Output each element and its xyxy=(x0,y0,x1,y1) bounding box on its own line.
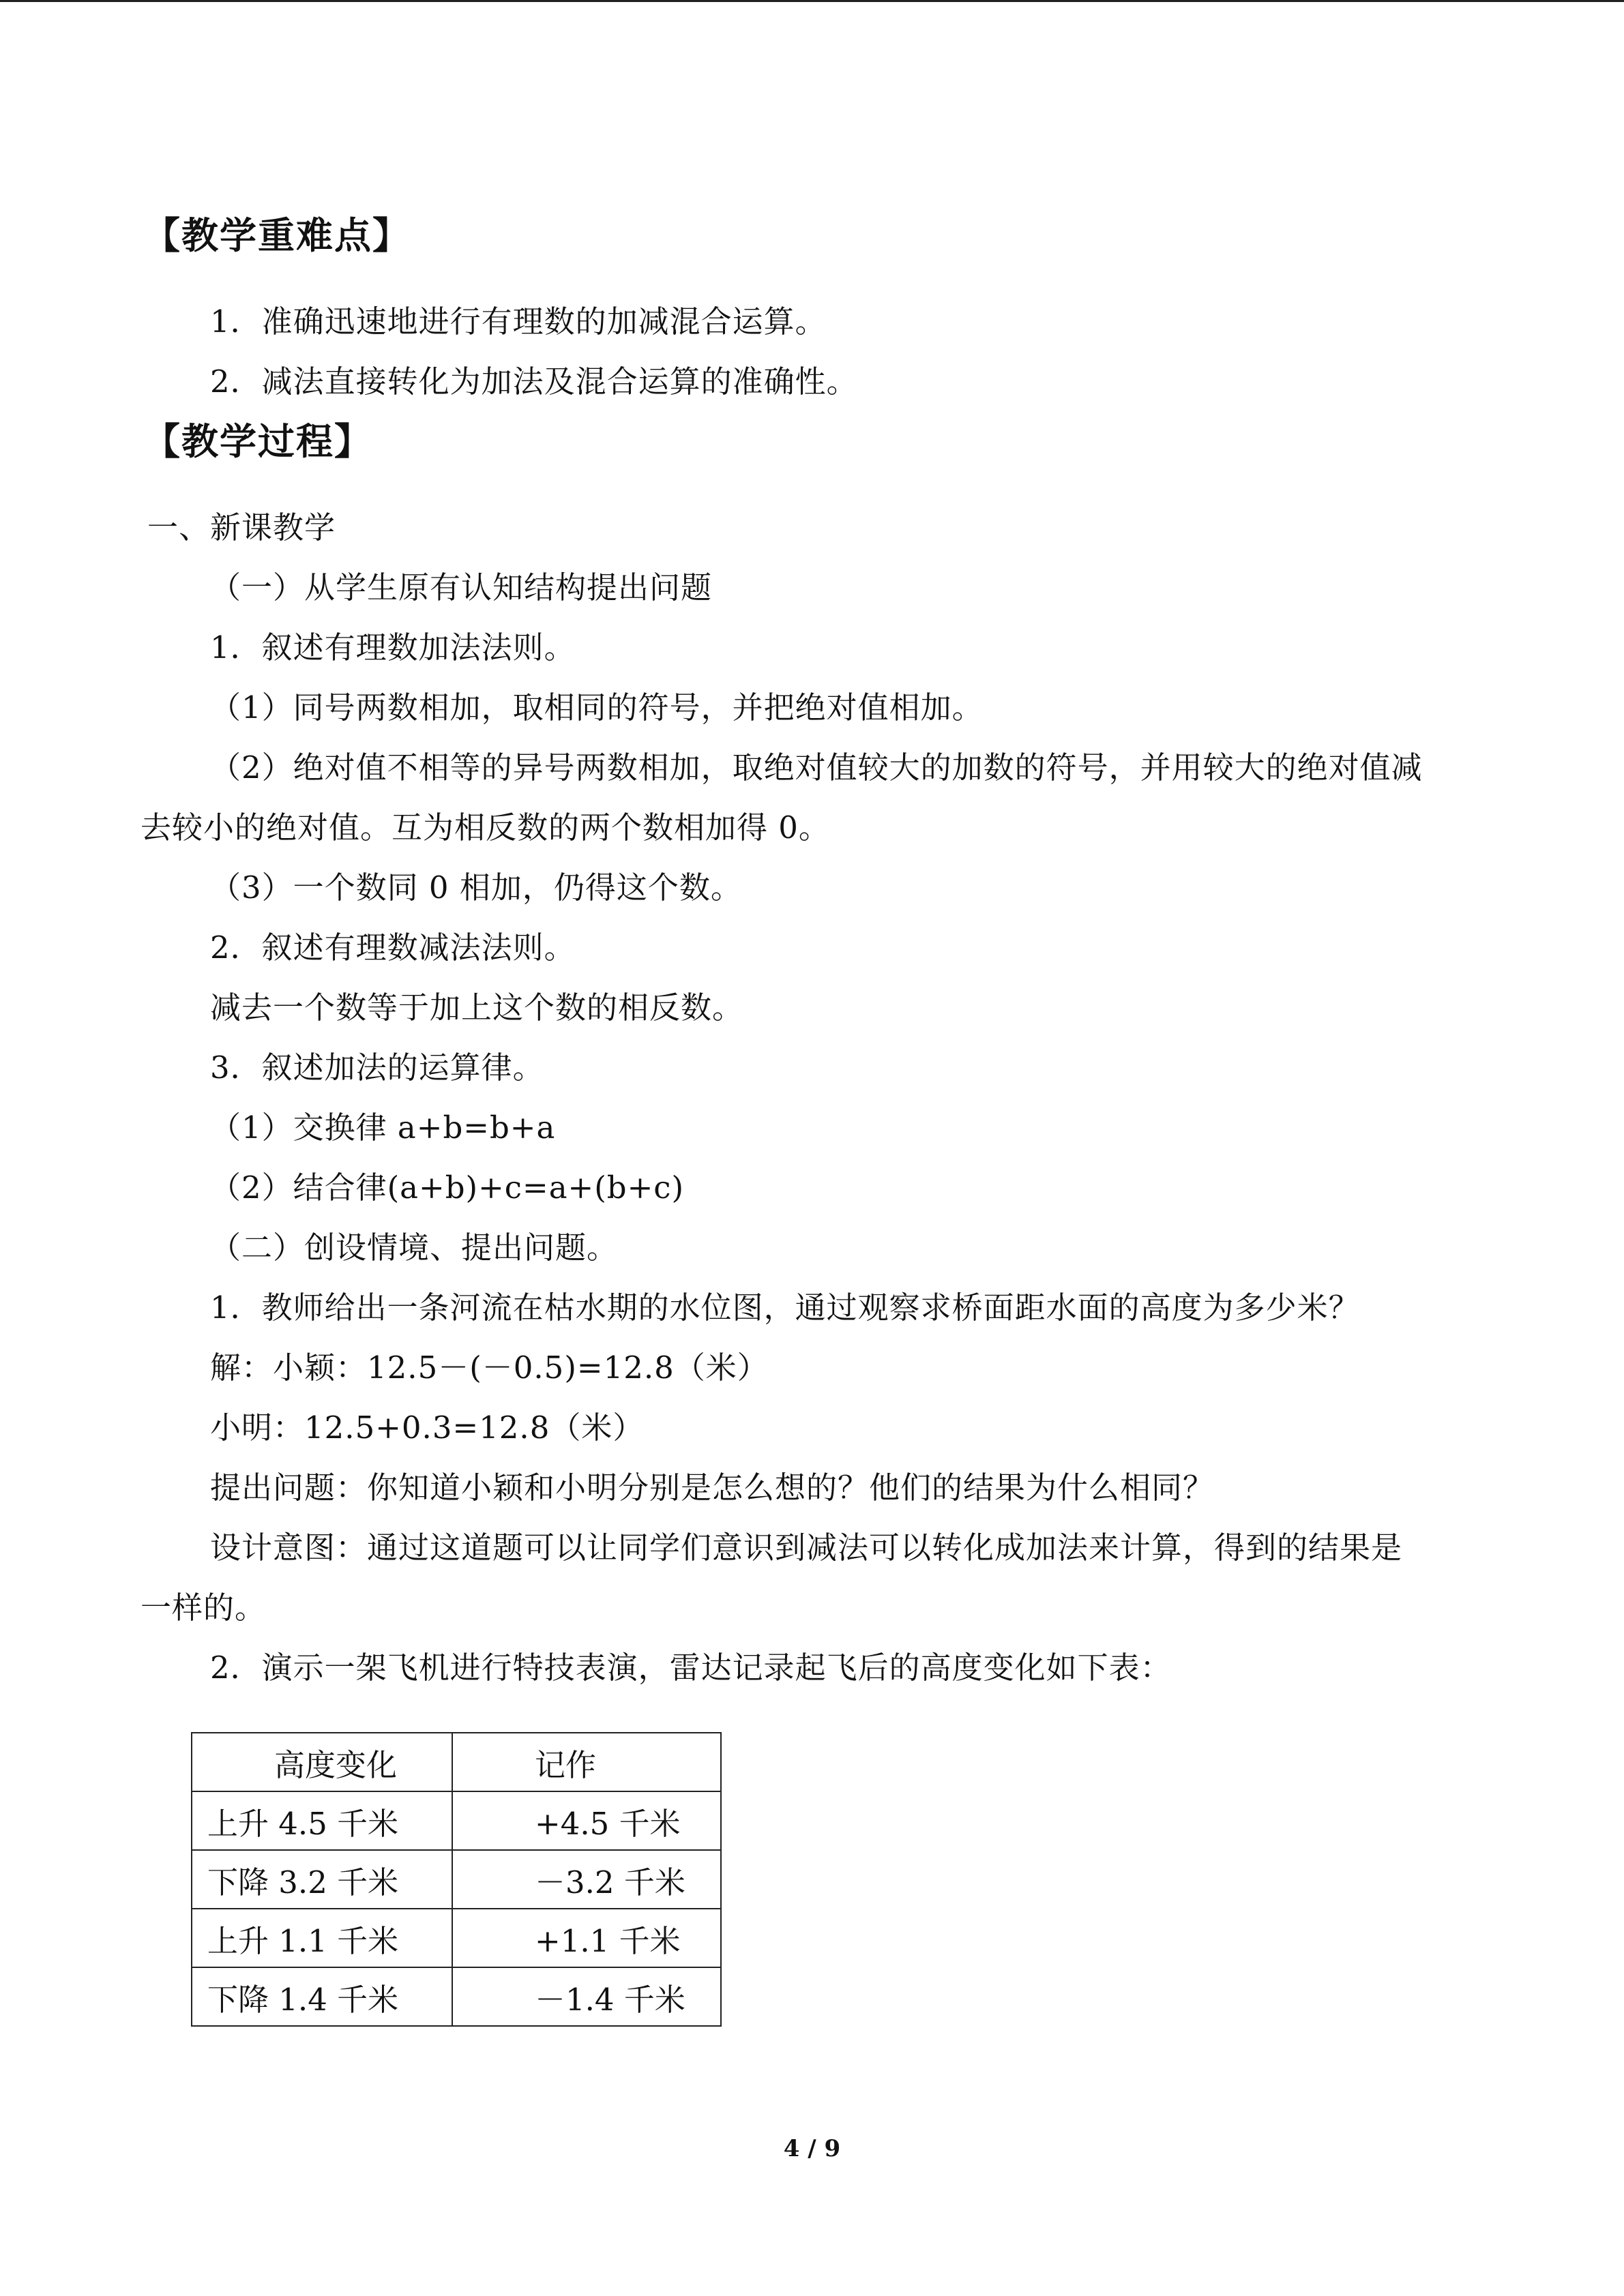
design-intent-line1: 设计意图：通过这道题可以让同学们意识到减法可以转化成加法来计算，得到的结果是 xyxy=(210,1530,1403,1566)
table-row xyxy=(192,1909,721,1967)
rule-1-2-line2: 去较小的绝对值。互为相反数的两个数相加得 0。 xyxy=(141,809,830,846)
table-header-row xyxy=(192,1733,721,1791)
subsection-1: （一）从学生原有认知结构提出问题 xyxy=(210,569,713,606)
law-associative: （2）结合律(a+b)+c=a+(b+c) xyxy=(210,1169,685,1206)
table-row xyxy=(192,1967,721,2026)
part-new-lesson: 一、新课教学 xyxy=(147,509,336,546)
table-header-cell: 记作 xyxy=(452,1733,721,1791)
question-1: 1．叙述有理数加法法则。 xyxy=(210,629,576,666)
table-row xyxy=(192,1791,721,1850)
heading-key-points: 【教学重难点】 xyxy=(143,214,411,257)
rule-1-1: （1）同号两数相加，取相同的符号，并把绝对值相加。 xyxy=(210,689,984,726)
rule-1-3: （3）一个数同 0 相加，仍得这个数。 xyxy=(210,869,742,906)
problem-2: 2．演示一架飞机进行特技表演，雷达记录起飞后的高度变化如下表： xyxy=(210,1650,1172,1686)
solution-xiaoming: 小明：12.5+0.3=12.8（米） xyxy=(210,1410,645,1446)
subsection-2: （二）创设情境、提出问题。 xyxy=(210,1229,619,1266)
design-intent-line2: 一样的。 xyxy=(141,1590,267,1626)
table-header-cell: 高度变化 xyxy=(192,1733,452,1791)
problem-1: 1．教师给出一条河流在枯水期的水位图，通过观察求桥面距水面的高度为多少米？ xyxy=(210,1289,1360,1326)
table-cell: +1.1 千米 xyxy=(452,1909,721,1967)
table-cell: －1.4 千米 xyxy=(452,1967,721,2026)
page-number: 4 / 9 xyxy=(783,2135,841,2162)
table-cell: 下降 3.2 千米 xyxy=(192,1850,452,1909)
heading-process: 【教学过程】 xyxy=(143,420,372,463)
table-cell: －3.2 千米 xyxy=(452,1850,721,1909)
altitude-change-table xyxy=(191,1732,722,2027)
table-row xyxy=(192,1850,721,1909)
key-point-1: 1．准确迅速地进行有理数的加减混合运算。 xyxy=(210,303,827,340)
key-point-2: 2．减法直接转化为加法及混合运算的准确性。 xyxy=(210,363,858,400)
law-commutative: （1）交换律 a+b=b+a xyxy=(210,1109,556,1146)
table-cell: 上升 4.5 千米 xyxy=(192,1791,452,1850)
table-cell: 下降 1.4 千米 xyxy=(192,1967,452,2026)
table-cell: +4.5 千米 xyxy=(452,1791,721,1850)
rule-1-2-line1: （2）绝对值不相等的异号两数相加，取绝对值较大的加数的符号，并用较大的绝对值减 xyxy=(210,749,1423,786)
question-2: 2．叙述有理数减法法则。 xyxy=(210,929,576,966)
table-cell: 上升 1.1 千米 xyxy=(192,1909,452,1967)
problem-question: 提出问题：你知道小颖和小明分别是怎么想的？他们的结果为什么相同？ xyxy=(210,1470,1215,1506)
question-3: 3．叙述加法的运算律。 xyxy=(210,1049,544,1086)
answer-2: 减去一个数等于加上这个数的相反数。 xyxy=(210,989,744,1026)
solution-xiaoying: 解：小颖：12.5－(－0.5)=12.8（米） xyxy=(210,1350,769,1386)
